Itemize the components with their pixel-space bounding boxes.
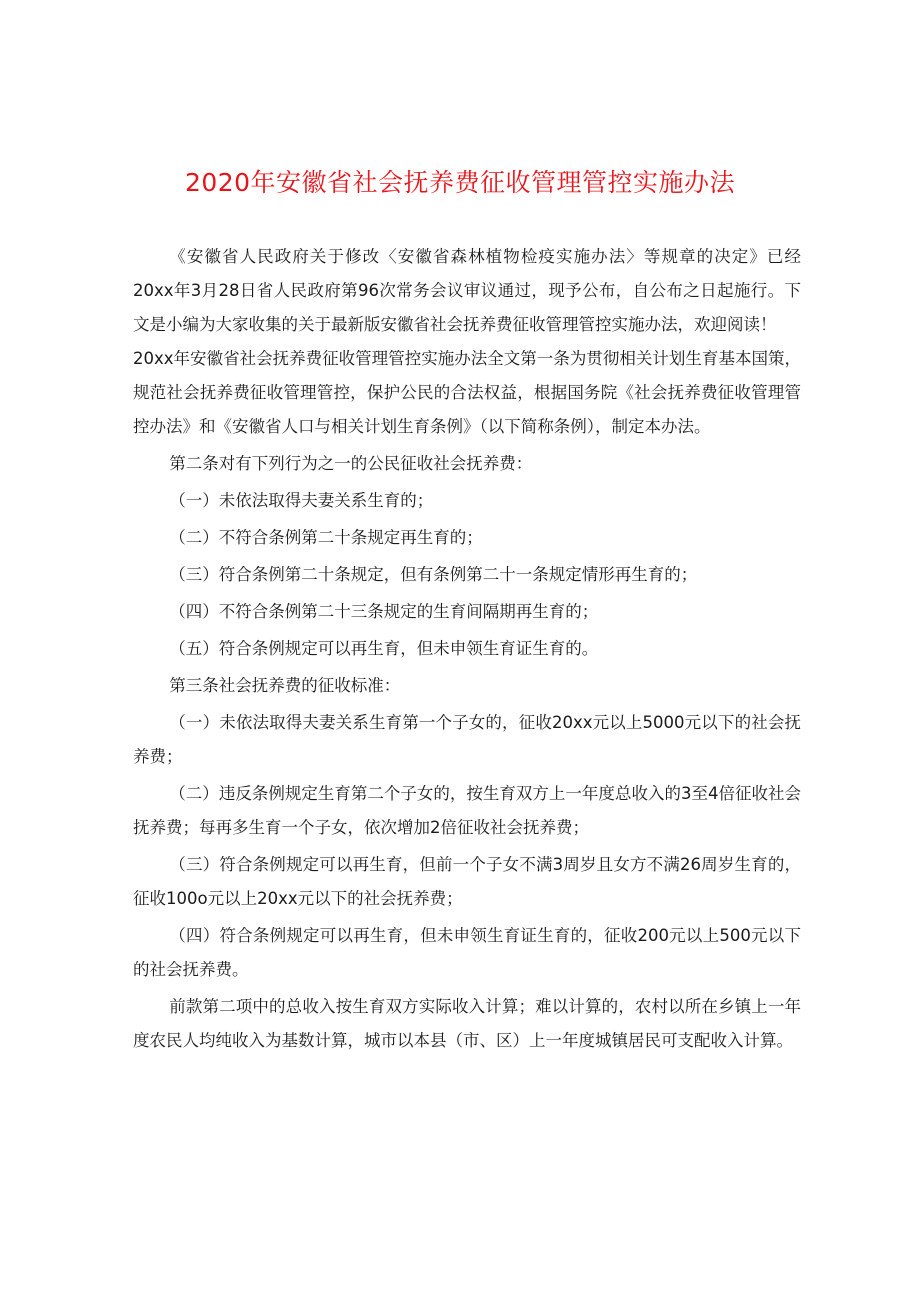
- article-2-heading: 第二条对有下列行为之一的公民征收社会抚养费：: [169, 454, 533, 473]
- article-3-item: （三）符合条例规定可以再生育，但前一个子女不满3周岁且女方不满26周岁生育的，征收100o元以上20xx元以下的社会抚养费；: [133, 855, 801, 908]
- article-3-item: （四）符合条例规定可以再生育，但未申领生育证生育的，征收200元以上500元以下的社会抚养费。: [133, 926, 801, 979]
- article-3-item: （二）违反条例规定生育第二个子女的，按生育双方上一年度总收入的3至4倍征收社会抚养费；每再多生育一个子女，依次增加2倍征收社会抚养费；: [133, 784, 801, 837]
- article-2-item: （二）不符合条例第二十条规定再生育的；: [169, 528, 483, 547]
- intro-paragraph: 《安徽省人民政府关于修改〈安徽省森林植物检疫实施办法〉等规章的决定》已经20xx年3月28日省人民政府第96次常务会议审议通过，现予公布，自公布之日起施行。下文是小编为大家收集的关于最新版安徽省社会抚养费征收管理管控实施办法，欢迎阅读！: [133, 247, 801, 334]
- article-3-heading: 第三条社会抚养费的征收标准：: [169, 676, 401, 695]
- article-2-item: （四）不符合条例第二十三条规定的生育间隔期再生育的；: [169, 602, 599, 621]
- article-1-paragraph: 20xx年安徽省社会抚养费征收管理管控实施办法全文第一条为贯彻相关计划生育基本国策，规范社会抚养费征收管理管控，保护公民的合法权益，根据国务院《社会抚养费征收管理管控办法》和《安徽省人口与相关计划生育条例》（以下简称条例），制定本办法。: [133, 349, 801, 436]
- article-2-item: （五）符合条例规定可以再生育，但未申领生育证生育的。: [169, 639, 599, 658]
- document-body: [133, 240, 801, 1058]
- document-title: 2020年安徽省社会抚养费征收管理管控实施办法: [184, 168, 736, 197]
- article-2-item: （三）符合条例第二十条规定，但有条例第二十一条规定情形再生育的；: [169, 565, 698, 584]
- article-3-note: 前款第二项中的总收入按生育双方实际收入计算；难以计算的，农村以所在乡镇上一年度农民人均纯收入为基数计算，城市以本县（市、区）上一年度城镇居民可支配收入计算。: [133, 997, 801, 1050]
- article-3-item: （一）未依法取得夫妻关系生育第一个子女的，征收20xx元以上5000元以下的社会抚养费；: [133, 713, 801, 766]
- article-2-item: （一）未依法取得夫妻关系生育的；: [169, 491, 434, 510]
